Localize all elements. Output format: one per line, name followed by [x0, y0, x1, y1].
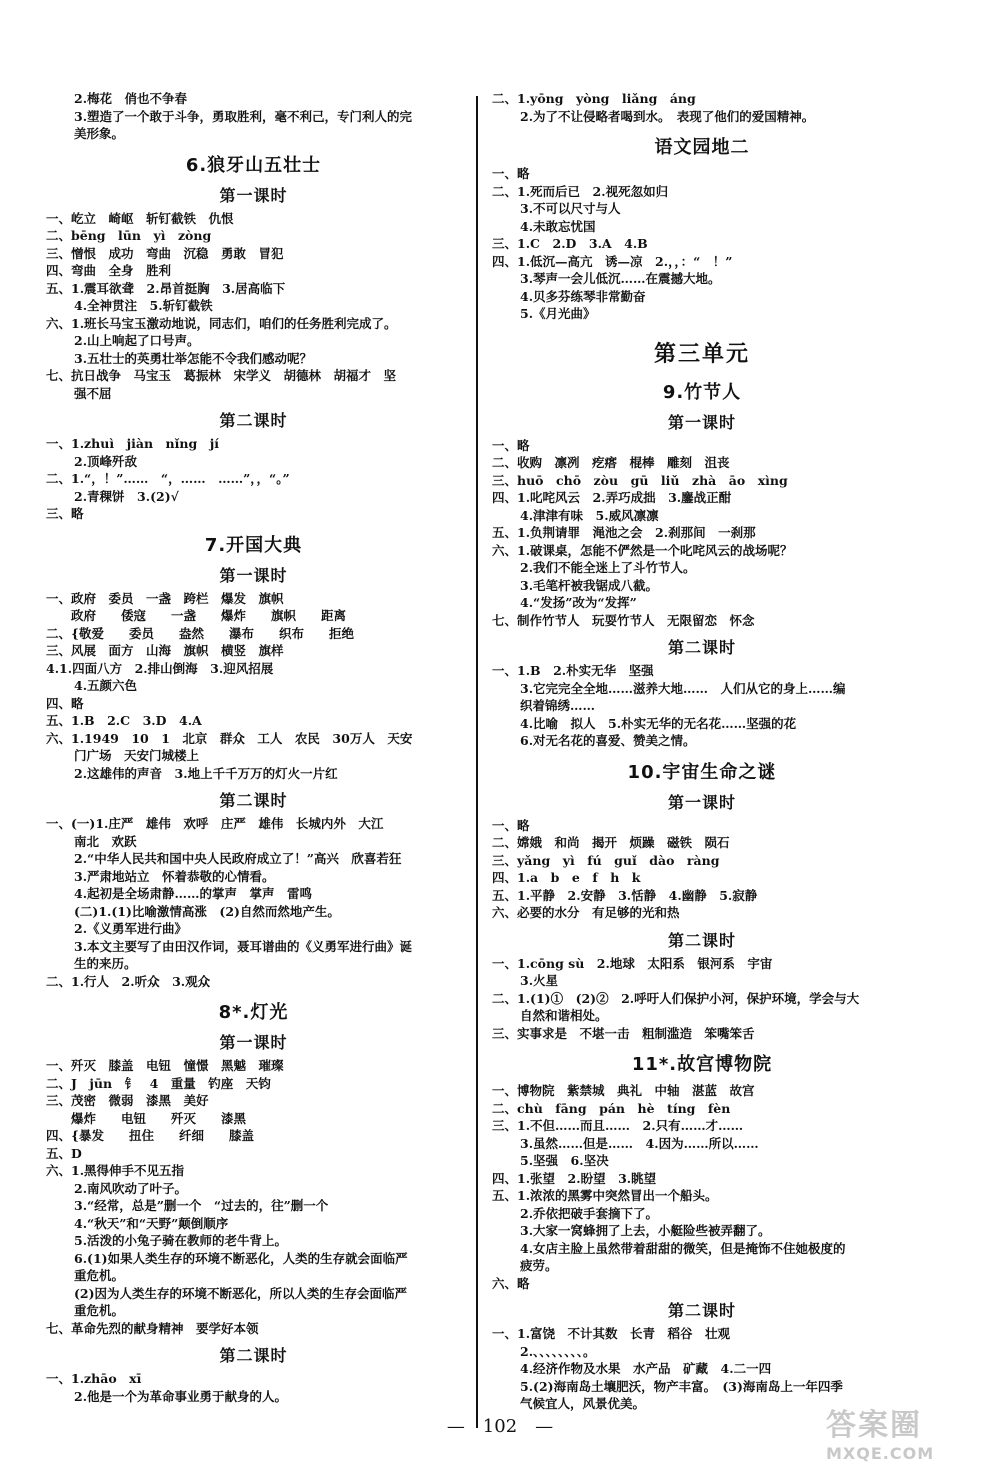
unit-heading: 第三单元 [653, 341, 750, 367]
lesson-title: 9.竹节人 [662, 381, 742, 403]
answer-line: 强不屈 [74, 385, 112, 401]
answer-line: 3.虽然……但是…… 4.因为……所以…… [520, 1135, 759, 1151]
lesson-title: 10.宇宙生命之谜 [627, 761, 777, 783]
answer-line: 六、1.1949 10 1 北京 群众 工人 农民 30万人 天安 [46, 730, 413, 746]
section-heading: 第一课时 [219, 1033, 288, 1052]
answer-line: 五、D [46, 1145, 82, 1161]
answer-line: 四、弯曲 全身 胜利 [46, 263, 172, 278]
answer-line: 5.活泼的小兔子骑在教师的老牛背上。 [74, 1233, 288, 1248]
answer-line: 一、1.zhāo xī [46, 1371, 142, 1386]
answer-line: 织着锦绣…… [520, 698, 596, 713]
answer-line: 4.经济作物及水果 水产品 矿藏 4.二一四 [520, 1361, 772, 1376]
answer-line: 4.贝多芬练琴非常勤奋 [520, 288, 646, 304]
answer-line: 五、1.震耳欲聋 2.昂首挺胸 3.居高临下 [46, 280, 286, 296]
answer-line: 2.他是一个为革命事业勇于献身的人。 [74, 1388, 288, 1404]
answer-line: 六、必要的水分 有足够的光和热 [492, 905, 680, 920]
answer-line: 二、1.行人 2.听众 3.观众 [46, 973, 211, 989]
answer-line: 四、{暴发 扭住 纤细 膝盖 [46, 1128, 255, 1143]
watermark-logo-text: 答案圈 [826, 1408, 922, 1443]
section-heading: 第一课时 [219, 565, 288, 585]
answer-line: 政府 倭寇 一盏 爆炸 旗帜 距离 [46, 608, 347, 623]
answer-line: 门广场 天安门城楼上 [74, 748, 200, 763]
answer-line: 七、抗日战争 马宝玉 葛振林 宋学义 胡德林 胡福才 坚 [46, 368, 397, 383]
section-heading: 第二课时 [667, 638, 736, 657]
answer-line: (二)1.(1)比喻激情高涨 (2)自然而然地产生。 [74, 903, 340, 919]
answer-line: 二、J jūn 钅 4 重量 钓座 天钧 [46, 1075, 271, 1091]
page-number: — 102 — [446, 1416, 554, 1437]
answer-line: 二、1.死而后已 2.视死忽如归 [492, 183, 669, 199]
section-heading: 第二课时 [219, 411, 288, 430]
section-heading: 第二课时 [219, 1346, 288, 1365]
answer-line: 四、1.a b e f h k [492, 870, 641, 885]
answer-line: 三、1.C 2.D 3.A 4.B [492, 236, 648, 251]
answer-line: 2.我们不能全迷上了斗竹节人。 [520, 560, 696, 575]
answer-line: 重危机。 [74, 1268, 125, 1283]
answer-line: 一、1.zhuì jiàn nǐng jí [46, 436, 219, 451]
answer-line: 美形象。 [74, 126, 125, 141]
answer-line: 2.山上响起了口号声。 [74, 333, 200, 348]
answer-line: 4.未敢忘忧国 [520, 218, 596, 234]
answer-line: 3.本文主要写了由田汉作词，聂耳谱曲的《义勇军进行曲》诞 [74, 938, 413, 954]
answer-line: 一、(一)1.庄严 雄伟 欢呼 庄严 雄伟 长城内外 大江 [46, 816, 384, 831]
answer-line: 3.五壮士的英勇壮举怎能不令我们感动呢？ [74, 350, 313, 366]
left-column [46, 90, 461, 1405]
answer-line: 二、收购 凛冽 疙瘩 棍棒 雕刻 沮丧 [492, 455, 730, 470]
answer-line: 七、革命先烈的献身精神 要学好本领 [46, 1320, 259, 1336]
answer-line: 3.它完完全全地……滋养大地…… 人们从它的身上……编 [520, 680, 846, 696]
answer-line: 一、屹立 崎岖 斩钉截铁 仇恨 [46, 210, 234, 226]
answer-line: 南北 欢跃 [74, 833, 137, 849]
section-heading: 第一课时 [667, 412, 736, 432]
answer-line: 一、1.富饶 不计其数 长青 稻谷 壮观 [492, 1326, 731, 1341]
answer-line: 5.坚强 6.坚决 [520, 1153, 609, 1168]
answer-line: 三、yǎng yì fú guǐ dào ràng [492, 852, 720, 868]
answer-line: 3.琴声一会儿低沉……在震撼大地。 [520, 271, 721, 286]
answer-line: 2.梅花 俏也不争春 [74, 91, 188, 106]
answer-line: 3.火星 [520, 973, 559, 988]
section-heading: 第一课时 [667, 792, 736, 812]
answer-line: 一、略 [492, 817, 530, 833]
answer-line: 一、1.cōng sù 2.地球 太阳系 银河系 宇宙 [492, 955, 773, 971]
answer-line: 4.全神贯注 5.斩钉截铁 [74, 298, 213, 313]
answer-line: 三、憎恨 成功 弯曲 沉稳 勇敢 冒犯 [46, 245, 284, 261]
answer-line: 疲劳。 [520, 1258, 558, 1273]
answer-line: 二、嫦娥 和尚 揭开 烦躁 磁铁 陨石 [492, 835, 730, 850]
answer-line: 5.(2)海南岛土壤肥沃，物产丰富。 (3)海南岛上一年四季 [520, 1378, 843, 1394]
answer-line: 四、1.低沉—高亢 诱—凉 2.，，：“ ！” [492, 253, 733, 269]
answer-line: 一、歼灭 膝盖 电钮 憧憬 黑魆 璀璨 [46, 1058, 284, 1073]
answer-line: 6.(1)如果人类生存的环境不断恶化，人类的生存就会面临严 [74, 1250, 408, 1266]
answer-line: 自然和谐相处。 [520, 1008, 608, 1023]
column-divider [476, 96, 478, 1428]
answer-line: 3.不可以尺寸与人 [520, 201, 621, 216]
answer-line: 六、略 [492, 1275, 530, 1291]
answer-line: 三、实事求是 不堪一击 粗制滥造 笨嘴笨舌 [492, 1025, 755, 1041]
answer-line: 一、略 [492, 166, 530, 181]
answer-line: 4.“发扬”改为“发挥” [520, 595, 637, 610]
answer-line: 一、略 [492, 437, 530, 453]
answer-line: 2.、、、、、、、、。 [520, 1343, 596, 1359]
lesson-title: 7.开国大典 [204, 534, 303, 556]
answer-line: 七、制作竹节人 玩耍竹节人 无限留恋 怀念 [492, 612, 755, 628]
answer-line: 一、1.B 2.朴实无华 坚强 [492, 663, 654, 678]
answer-line: 3.大家一窝蜂拥了上去，小艇险些被弄翻了。 [520, 1223, 771, 1238]
answer-line: 4.比喻 拟人 5.朴实无华的无名花……坚强的花 [520, 715, 797, 731]
section-heading: 第二课时 [219, 791, 288, 810]
lesson-title: 11*.故宫博物院 [631, 1054, 773, 1075]
answer-line: 2.乔依把破手套摘下了。 [520, 1205, 659, 1221]
answer-line: 二、1.“，！”…… “，…… ……”，，“。” [46, 471, 290, 486]
answer-line: 4.五颜六色 [74, 678, 138, 693]
answer-line: 5.《月光曲》 [520, 306, 596, 321]
answer-line: 4.1.四面八方 2.排山倒海 3.迎风招展 [46, 660, 274, 676]
answer-line: 2.青稞饼 3.(2)√ [74, 488, 179, 504]
answer-line: (2)因为人类生存的环境不断恶化，所以人类的生存会面临严 [74, 1285, 408, 1301]
watermark-logo [826, 1400, 976, 1470]
answer-line: 一、政府 委员 一盏 跨栏 爆发 旗帜 [46, 590, 284, 606]
answer-line: 四、略 [46, 695, 84, 711]
answer-line: 三、茂密 微弱 漆黑 美好 [46, 1093, 209, 1108]
answer-line: 六、1.班长马宝玉激动地说，同志们，咱们的任务胜利完成了。 [46, 315, 397, 331]
answer-line: 二、{敬爱 委员 盎然 瀑布 织布 拒绝 [46, 625, 355, 641]
answer-line: 2.《义勇军进行曲》 [74, 921, 188, 936]
answer-line: 三、略 [46, 506, 84, 521]
answer-line: 3.毛笔杆被我锯成八截。 [520, 577, 659, 593]
answer-line: 重危机。 [74, 1303, 125, 1318]
section-heading: 第二课时 [667, 930, 736, 950]
answer-line: 2.顶峰歼敌 [74, 453, 138, 469]
answer-line: 生的来历。 [74, 956, 137, 971]
answer-line: 三、风展 面方 山海 旗帜 横竖 旗样 [46, 643, 284, 658]
answer-line: 4.津津有味 5.威风凛凛 [520, 507, 659, 523]
answer-line: 3.严肃地站立 怀着恭敬的心情看。 [74, 868, 275, 884]
answer-line: 3.“经常，总是”删一个 “过去的，往”删一个 [74, 1198, 329, 1213]
answer-line: 3.塑造了一个敢于斗争，勇取胜利，毫不利己，专门利人的完 [74, 108, 413, 124]
answer-line: 6.对无名花的喜爱、赞美之情。 [520, 733, 696, 748]
answer-line: 二、1.yōng yòng liǎng áng [492, 91, 696, 106]
lesson-title: 8*.灯光 [218, 1002, 289, 1023]
lesson-title: 语文园地二 [654, 137, 750, 158]
answer-line: 一、博物院 紫禁城 典礼 中轴 湛蓝 故宫 [492, 1083, 755, 1098]
answer-line: 六、1.破课桌，怎能不俨然是一个叱咤风云的战场呢？ [492, 542, 793, 558]
lesson-title: 6.狼牙山五壮士 [185, 154, 322, 176]
answer-line: 三、1.不但……而且…… 2.只有……才…… [492, 1118, 744, 1133]
answer-line: 气候宜人，风景优美。 [520, 1396, 646, 1411]
answer-line: 五、1.B 2.C 3.D 4.A [46, 713, 202, 728]
answer-line: 爆炸 电钮 歼灭 漆黑 [46, 1110, 247, 1126]
answer-line: 四、1.张望 2.盼望 3.眺望 [492, 1170, 657, 1186]
answer-line: 4.“秋天”和“天野”颠倒顺序 [74, 1215, 229, 1231]
answer-line: 五、1.平静 2.安静 3.恬静 4.幽静 5.寂静 [492, 887, 758, 903]
section-heading: 第一课时 [219, 185, 288, 205]
answer-line: 2.这雄伟的声音 3.地上千千万万的灯火一片红 [74, 765, 338, 781]
watermark-url: MXQE.COM [826, 1444, 935, 1463]
answer-line: 四、1.叱咤风云 2.弄巧成拙 3.鏖战正酣 [492, 490, 732, 505]
answer-line: 五、1.浓浓的黑雾中突然冒出一个船头。 [492, 1188, 718, 1203]
section-heading: 第二课时 [667, 1301, 736, 1320]
answer-line: 二、bēng lūn yì zòng [46, 228, 212, 243]
answer-line: 4.起初是全场肃静……的掌声 掌声 雷鸣 [74, 886, 313, 901]
answer-line: 六、1.黑得伸手不见五指 [46, 1163, 185, 1178]
answer-line: 五、1.负荆请罪 渑池之会 2.刹那间 一刹那 [492, 525, 756, 540]
right-column [492, 90, 912, 1413]
answer-line: 2.“中华人民共和国中央人民政府成立了！”高兴 欣喜若狂 [74, 851, 402, 866]
answer-line: 2.南风吹动了叶子。 [74, 1180, 188, 1196]
answer-line: 4.女店主脸上虽然带着甜甜的微笑，但是掩饰不住她极度的 [520, 1240, 846, 1256]
answer-line: 三、huō chō zòu gū liǔ zhà āo xìng [492, 472, 788, 488]
answer-line: 二、1.(1)① (2)② 2.呼吁人们保护小河，保护环境，学会与大 [492, 990, 860, 1006]
answer-line: 2.为了不让侵略者喝到水。 表现了他们的爱国精神。 [520, 108, 815, 124]
answer-line: 二、chù fāng pán hè tíng fèn [492, 1100, 731, 1116]
